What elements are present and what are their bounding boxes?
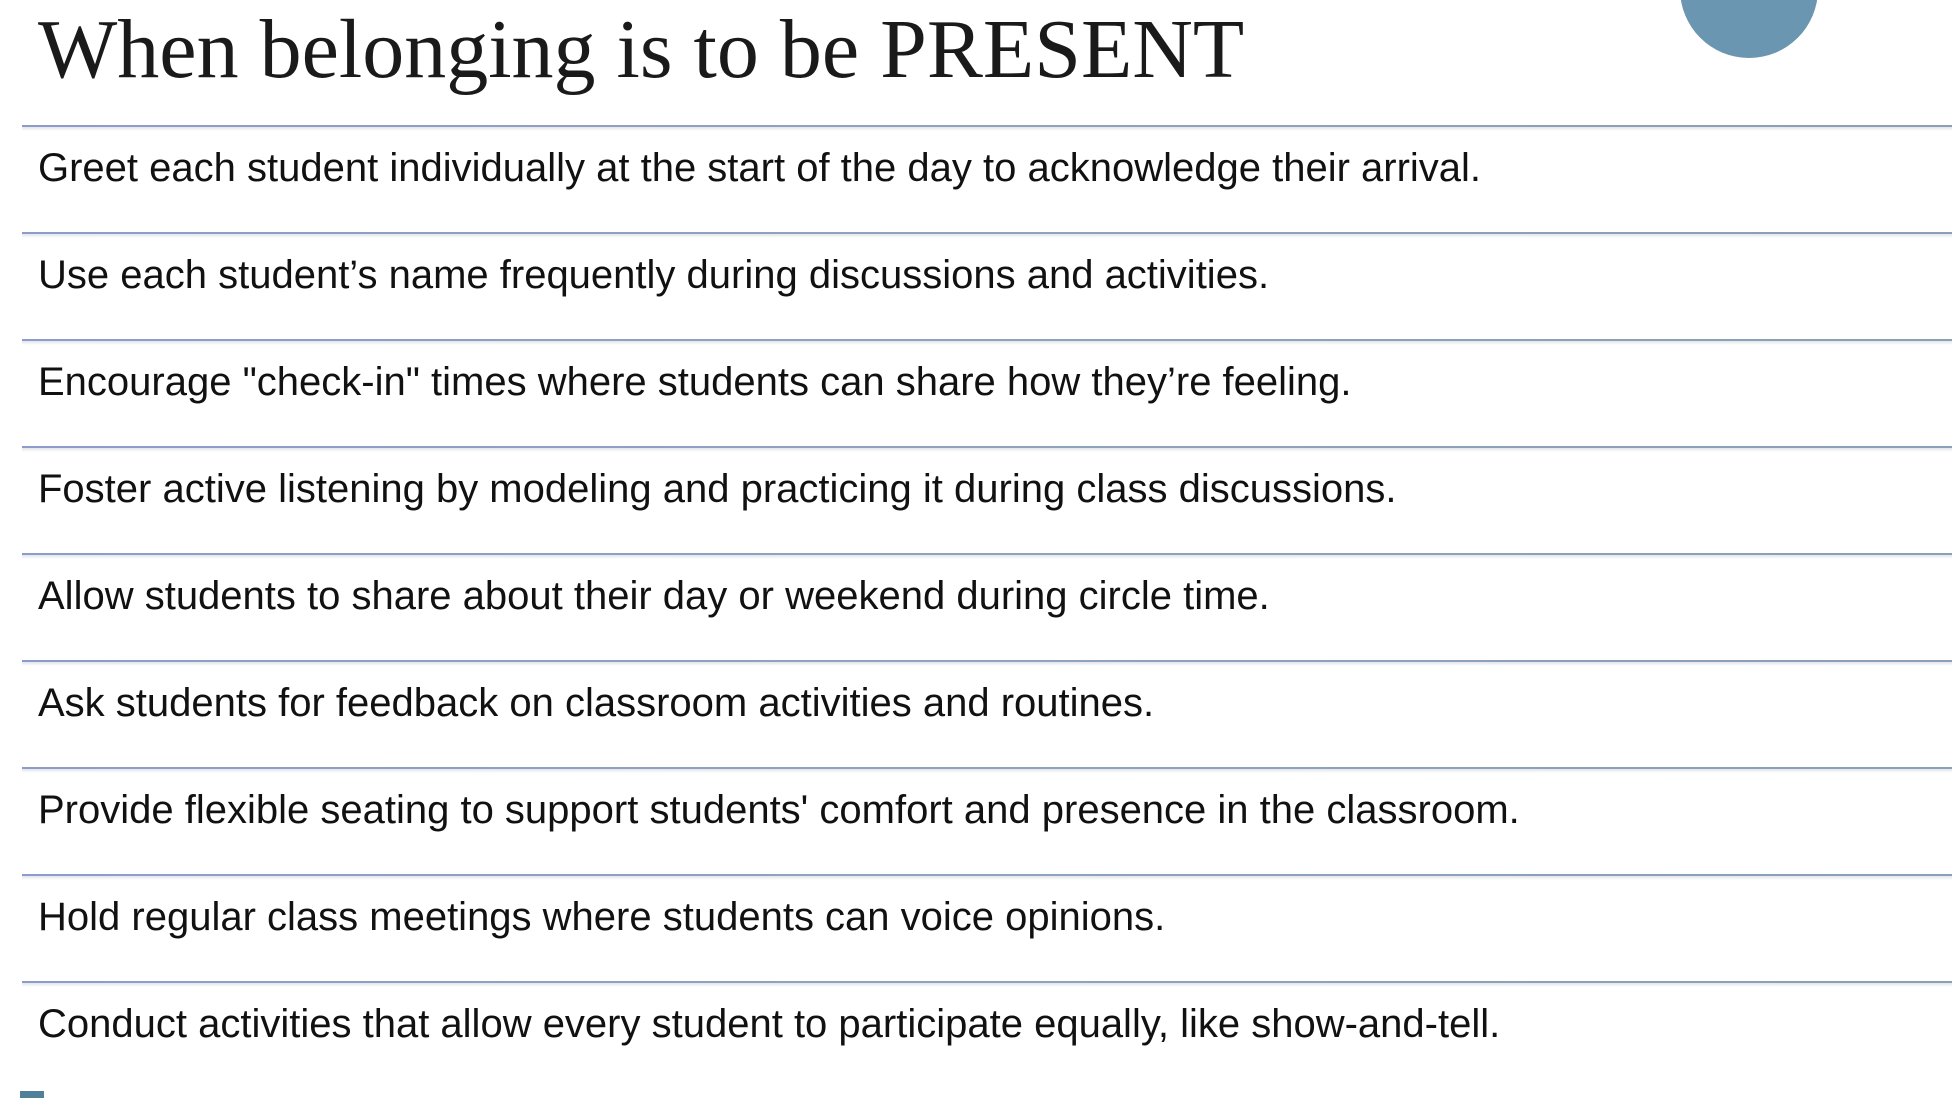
- list-item-text: Encourage "check-in" times where students can share how they’re feeling.: [38, 360, 1352, 404]
- list-item-text: Use each student’s name frequently during discussions and activities.: [38, 253, 1270, 297]
- list-item: [22, 232, 1952, 339]
- list-item: [22, 125, 1952, 232]
- list-item: [22, 553, 1952, 660]
- list-item-text: Provide flexible seating to support students' comfort and presence in the classroom.: [38, 788, 1520, 832]
- list-item: [22, 660, 1952, 767]
- divider-shadow: [22, 555, 1952, 559]
- list-item-text: Ask students for feedback on classroom activities and routines.: [38, 681, 1155, 725]
- list-item-text: Conduct activities that allow every student to participate equally, like show-and-tell.: [38, 1002, 1501, 1046]
- divider-shadow: [22, 876, 1952, 880]
- divider-shadow: [22, 234, 1952, 238]
- list-item-text: Hold regular class meetings where students can voice opinions.: [38, 895, 1166, 939]
- divider-shadow: [22, 341, 1952, 345]
- list-item: [22, 446, 1952, 553]
- decorative-circle: [1680, 0, 1818, 58]
- divider-shadow: [22, 127, 1952, 131]
- list-item: [22, 874, 1952, 981]
- practice-list: [22, 125, 1952, 1088]
- list-item-text: Allow students to share about their day or weekend during circle time.: [38, 574, 1270, 618]
- list-item: [22, 339, 1952, 446]
- list-item: [22, 767, 1952, 874]
- list-item: [22, 981, 1952, 1088]
- slide-title: When belonging is to be PRESENT: [38, 3, 1245, 96]
- list-item-text: Foster active listening by modeling and practicing it during class discussions.: [38, 467, 1397, 511]
- divider-shadow: [22, 983, 1952, 987]
- list-item-text: Greet each student individually at the start of the day to acknowledge their arrival.: [38, 146, 1482, 190]
- divider-shadow: [22, 769, 1952, 773]
- corner-accent-mark: [20, 1091, 44, 1098]
- divider-shadow: [22, 448, 1952, 452]
- divider-shadow: [22, 662, 1952, 666]
